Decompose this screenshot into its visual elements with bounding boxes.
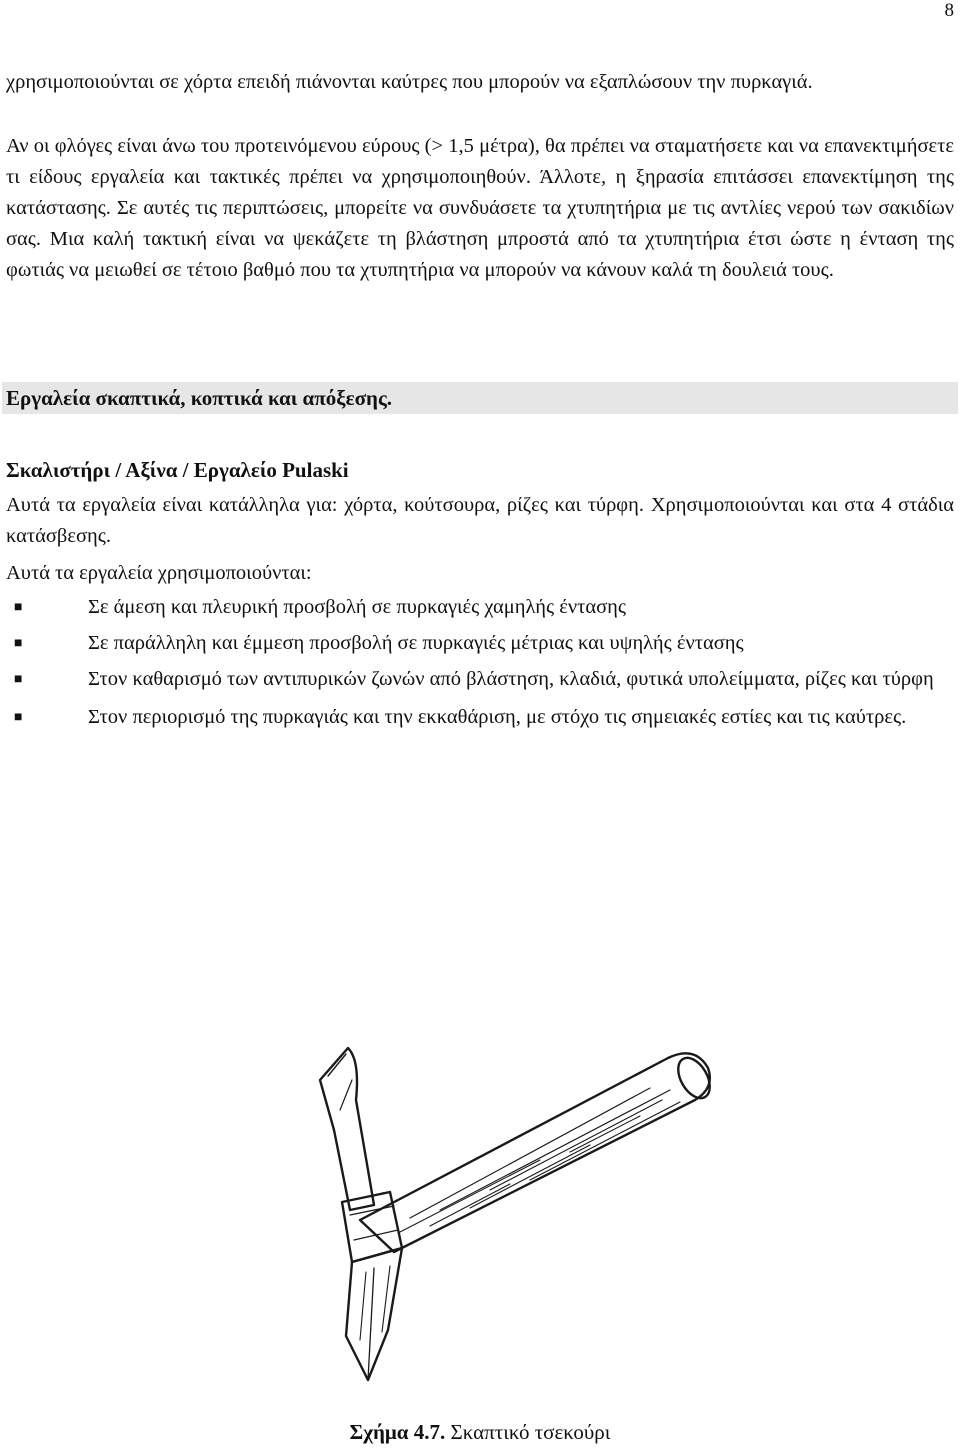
paragraph-tool-suitability: Αυτά τα εργαλεία είναι κατάλληλα για: χόρτα, κούτσουρα, ρίζες και τύρφη. Χρησιμοποιούνται και στα 4 στάδια κατάσβεσης. — [6, 494, 954, 547]
list-item-text: Σε άμεση και πλευρική προσβολή σε πυρκαγιές χαμηλής έντασης — [88, 596, 626, 618]
list-item — [6, 702, 954, 733]
figure-caption-text: Σκαπτικό τσεκούρι — [450, 1420, 611, 1444]
paragraph-flames-guidance: Αν οι φλόγες είναι άνω του προτεινόμενου εύρους (> 1,5 μέτρα), θα πρέπει να σταματήσετε και να επανεκτιμήσετε τι είδους εργαλεία και τακτικές πρέπει να χρησιμοποιηθούν. Άλλοτε, η ξηρασία επιτάσσει επανεκτίμηση της κατάστασης. Σε αυτές τις περιπτώσεις, μπορείτε να συνδυάσετε τα χτυπητήρια με τις αντλίες νερού των σακιδίων σας. Μια καλή τακτική είναι να ψεκάζετε τη βλάστηση μπροστά από τα χτυπητήρια έτσι ώστε η ένταση της φωτιάς να μειωθεί σε τέτοιο βαθμό που τα χτυπητήρια να μπορούν να κάνουν καλά τη δουλειά τους. — [6, 135, 954, 281]
list-item — [6, 664, 954, 695]
list-item-text: Στον καθαρισμό των αντιπυρικών ζωνών από βλάστηση, κλαδιά, φυτικά υπολείμματα, ρίζες και τύρφη — [88, 668, 934, 690]
handle-outline — [360, 1053, 710, 1252]
square-bullet-icon: ■ — [14, 672, 23, 687]
list-item-text: Σε παράλληλη και έμμεση προσβολή σε πυρκαγιές μέτριας και υψηλής έντασης — [88, 632, 744, 654]
paragraph-continuation: χρησιμοποιούνται σε χόρτα επειδή πιάνονται καύτρες που μπορούν να εξαπλώσουν την πυρκαγιά. — [6, 71, 813, 93]
section-title: Εργαλεία σκαπτικά, κοπτικά και απόξεσης. — [6, 386, 393, 410]
pickaxe-illustration — [290, 1040, 730, 1390]
paragraph-tool-uses-intro: Αυτά τα εργαλεία χρησιμοποιούνται: — [6, 562, 312, 584]
page-number: 8 — [944, 0, 954, 21]
bullet-list — [6, 592, 954, 733]
figure-caption — [0, 1417, 960, 1447]
tool-subheading: Σκαλιστήρι / Αξίνα / Εργαλείο Pulaski — [6, 458, 349, 482]
figure-label: Σχήμα 4.7. — [349, 1420, 446, 1444]
list-item — [6, 628, 954, 659]
square-bullet-icon: ■ — [14, 710, 23, 725]
section-heading-bar — [2, 382, 958, 414]
square-bullet-icon: ■ — [14, 600, 23, 615]
pick-blade — [320, 1048, 374, 1210]
list-item-text: Στον περιορισμό της πυρκαγιάς και την εκκαθάριση, με στόχο τις σημειακές εστίες και τις καύτρες. — [88, 706, 907, 728]
square-bullet-icon: ■ — [14, 636, 23, 651]
list-item — [6, 592, 954, 623]
